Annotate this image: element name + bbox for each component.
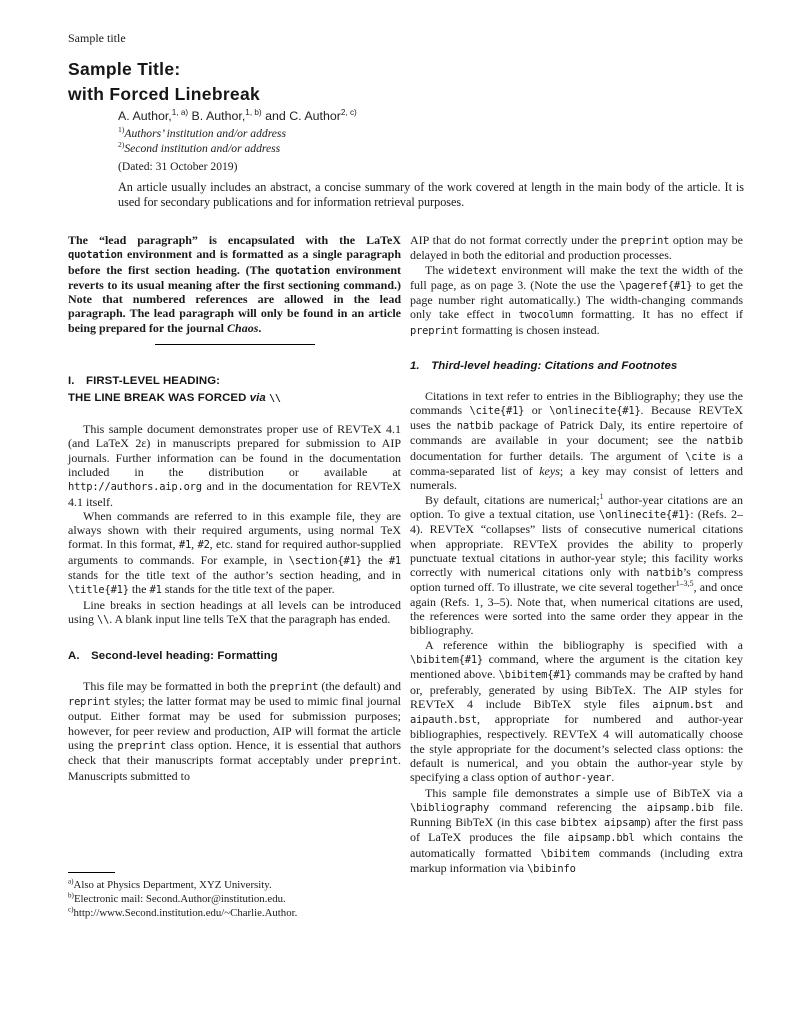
text-run-tt: \section{#1}: [288, 554, 362, 567]
text-run-tt: quotation: [275, 264, 331, 277]
paragraph-numerical-citations: By default, citations are numerical;$^1$ author-year citations are an option. To give a textual citation, use \onlinecite{#1}: (Refs. 2–4). REVTeX “collapses” lists of consecutive numerical citations when appropriate. REVTeX provides the ability to properly punctuate textual citations in author-year style; this facility works correctly with numerical citations only with natbib’s compress option turned off. To illustrate, we cite several together$^{1-3,5}$, and once again (Refs. 1, 3–5). Note that, when numerical citations are used, the references were sorted into the same order they appear in the bibliography.: [410, 491, 743, 638]
affiliation-2: [118, 139, 286, 157]
text-run-tt: preprint: [410, 324, 459, 337]
text-run-tt: \onlinecite{#1}: [599, 508, 691, 521]
text-run-sup: b): [68, 891, 74, 900]
text-run-tt: aipnum.bst: [652, 698, 714, 711]
left-column: [68, 233, 401, 783]
paragraph-bibitem: A reference within the bibliography is specified with a \bibitem{#1} command, where the argument is the citation key mentioned above. \bibitem{#1} commands may be crafted by hand or, preferably, generated by using BibTeX. The AIP styles for REVTeX 4 include BibTeX style files aipnum.bst and aipauth.bst, appropriate for numbered and author-year bibliographies, respectively. REVTeX 4 will automatically choose the style appropriate for the document’s selected class options: the default is numerical, and you obtain the author-year style by specifying a class option of author-year.: [410, 637, 744, 785]
text-run-sup: 2, c): [340, 107, 357, 117]
text-run-tt: \bibliography: [410, 801, 490, 814]
text-run-tt: widetext: [448, 264, 497, 277]
paragraph-widetext: The widetext environment will make the text the width of the full page, as on page 3. (Note the use the \pageref{#1} to get the page number right automatically.) The width-changing commands only take effect in twocolumn formatting. It has no effect if preprint formatting is chosen instead.: [410, 262, 744, 337]
paper-title: [68, 57, 260, 106]
author-line: A. Author,$^{1, a)}$ B. Author,$^{1, b)}$ and C. Author$^{2, c)}$: [118, 107, 357, 123]
text-run-sup: a): [68, 877, 74, 886]
section-divider-rule: [155, 344, 315, 345]
paragraph-citations: Citations in text refer to entries in the Bibliography; they use the commands \cite{#1} or \onlinecite{#1}. Because REVTeX uses the natbib package of Patrick Daly, its entire repertoire of commands are available in your document; see the natbib documentation for further details. The argument of \cite is a comma-separated list of keys; a key may consist of letters and numerals.: [410, 388, 743, 493]
text-run-tt: \title{#1}: [68, 584, 129, 597]
paragraph-linebreaks: Line breaks in section headings at all levels can be introduced using \\. A blank input line tells TeX that the paragraph has ended.: [68, 597, 401, 626]
affiliation-1: [118, 127, 286, 142]
section-heading-third-level: 1. Third-level heading: Citations and Footnotes: [410, 360, 678, 373]
footnote-c: $^{c)}$http://www.Second.institution.edu/~Charlie.Author.: [68, 905, 298, 919]
text-run-tt: aipauth.bst: [410, 714, 477, 727]
right-column: [410, 233, 743, 876]
text-run-i: keys: [539, 464, 560, 479]
text-run-tt: twocolumn: [518, 309, 574, 322]
text-run-tt: \cite{#1}: [469, 404, 525, 417]
text-run-tt: preprint: [620, 235, 670, 247]
text-run-i: Second institution and/or address: [124, 141, 281, 155]
text-run-tt: preprint: [349, 755, 398, 768]
text-run-tt: aipsamp.bib: [646, 801, 714, 814]
footnote-b: $^{b)}$Electronic mail: Second.Author@institution.edu.: [68, 891, 286, 905]
text-run-tt: preprint: [117, 739, 167, 752]
paragraph-commands: When commands are referred to in this example file, they are always shown with their required arguments, using normal TeX format. In this format, #1, #2, etc. stand for required author-supplied arguments to commands. For example, in \section{#1} the #1 stands for the title text of the author’s section heading, and in \title{#1} the #1 stands for the title text of the paper.: [68, 508, 402, 597]
text-run-tt: \onlinecite{#1}: [549, 404, 641, 417]
paper-title-line1: Sample Title:: [68, 59, 181, 79]
text-run-tt: author-year: [544, 772, 612, 785]
affiliations: [118, 127, 286, 156]
text-run-tt: \cite: [685, 450, 716, 463]
text-run-sup: 1: [599, 491, 604, 501]
text-run-tt: natbib: [456, 420, 494, 433]
text-run-tt: \bibitem{#1}: [498, 669, 572, 682]
text-run-tt: #1: [149, 584, 162, 597]
paragraph-revtex-intro: This sample document demonstrates proper use of REVTeX 4.1 (and LaTeX 2ε) in manuscripts prepared for submission to AIP journals. Further information can be found in the documentation included in the distribution or available at http://authors.aip.org and in the documentation for REVTeX 4.1 itself.: [68, 422, 401, 509]
running-head: Sample title: [68, 31, 126, 45]
paper-title-line2: with Forced Linebreak: [68, 83, 261, 104]
text-run-sup: 2): [118, 139, 125, 149]
text-run-tt: \bibinfo: [526, 863, 576, 876]
text-run-tt: #1: [178, 539, 192, 552]
text-run-sup: 1, a): [171, 107, 189, 117]
text-run-sup: 1): [118, 125, 125, 135]
text-run-sup: 1, b): [245, 107, 262, 117]
text-run-tt: #1: [388, 554, 401, 567]
section-heading-line2: THE LINE BREAK WAS FORCED via \\: [68, 391, 281, 404]
text-run-tt: quotation: [68, 249, 123, 262]
text-run-tt: http://authors.aip.org: [68, 481, 202, 494]
text-run-tt: aipsamp.bbl: [567, 832, 635, 845]
footnote-block: [68, 872, 401, 920]
text-run-tt: \bibitem{#1}: [410, 653, 484, 666]
text-run-tt: natbib: [706, 435, 743, 448]
text-run-sup: 1–3,5: [675, 579, 694, 589]
paragraph-bibtex-sample: This sample file demonstrates a simple use of BibTeX via a \bibliography command referencing the aipsamp.bib file. Running BibTeX (in this case bibtex aipsamp) after the first pass of LaTeX produces the file aipsamp.bbl which contains the automatically formatted \bibitem commands (including extra markup information via \bibinfo: [410, 785, 743, 876]
text-run-i: via: [249, 391, 266, 404]
text-run-tt: reprint: [68, 696, 111, 709]
section-heading-second-level: A. Second-level heading: Formatting: [68, 650, 278, 663]
text-run-i: Authors’ institution and/or address: [124, 127, 286, 140]
abstract-paragraph: An article usually includes an abstract, a concise summary of the work covered at length in the main body of the article. It is used for secondary publications and for information retrieval purposes.: [118, 180, 744, 210]
paragraph-preprint-continuation: AIP that do not format correctly under the preprint option may be delayed in both the editorial and production processes.: [410, 233, 743, 263]
text-run-tt: natbib: [646, 567, 683, 580]
paragraph-formatting: This file may be formatted in both the preprint (the default) and reprint styles; the latter format may be used to mimic final journal output. Either format may be used for submission purposes; however, for peer review and production, AIP will format the article using the preprint class option. Hence, it is essential that authors check that their manuscripts format acceptably under preprint. Manuscripts submitted to: [68, 678, 401, 783]
lead-paragraph: The “lead paragraph” is encapsulated with the LaTeX quotation environment and is formatted as a single paragraph before the first section heading. (The quotation environment reverts to its usual meaning after the first sectioning command.) Note that numbered references are allowed in the lead paragraph. The lead paragraph will only be found in an article being prepared for the journal Chaos.: [68, 233, 401, 335]
text-run-tt: \bibitem: [540, 847, 590, 860]
footnote-a: $^{a)}$Also at Physics Department, XYZ University.: [68, 877, 272, 891]
text-run-i: Chaos: [227, 320, 259, 335]
footnote-rule: [68, 872, 115, 873]
text-run-tt: bibtex aipsamp: [560, 817, 647, 830]
text-run-tt: #2: [197, 539, 210, 552]
section-heading-line1: I. FIRST-LEVEL HEADING:: [68, 375, 221, 388]
text-run-tt: \\: [269, 392, 281, 404]
section-heading-first-level: [68, 373, 401, 407]
text-run-tt: \pageref{#1}: [619, 279, 693, 292]
text-run-tt: preprint: [269, 680, 319, 693]
text-run-sup: c): [68, 905, 74, 914]
text-run-tt: \\: [97, 613, 110, 626]
date-line: (Dated: 31 October 2019): [118, 160, 238, 173]
